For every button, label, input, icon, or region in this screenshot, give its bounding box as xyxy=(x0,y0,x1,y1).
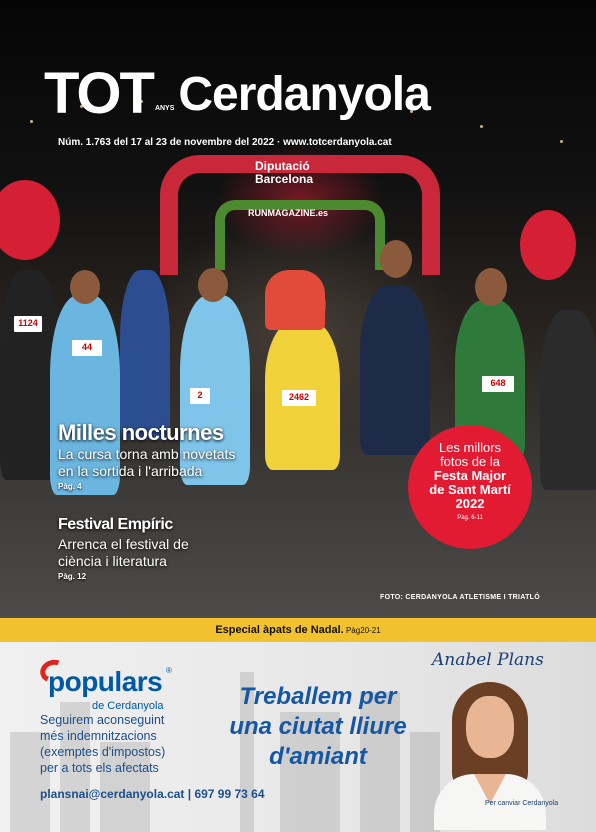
candidate-portrait xyxy=(434,682,546,830)
promo-page: Pàg. 6-11 xyxy=(457,515,483,521)
promo-line3: Festa Major xyxy=(433,468,507,483)
runner-head xyxy=(198,268,228,302)
runner xyxy=(360,285,430,455)
runner-head xyxy=(380,240,412,278)
candidate-caption: Per canviar Cerdanyola xyxy=(485,800,559,807)
special-bar-text: Especial àpats de Nadal. xyxy=(215,624,344,636)
light-bulb xyxy=(30,120,33,123)
runner xyxy=(120,270,170,440)
ad-body-line2: més indemnitzacions xyxy=(40,729,157,743)
ad-body xyxy=(40,712,210,776)
ad-slogan xyxy=(218,682,418,772)
ad-body-line3: (exemptes d'impostos) xyxy=(40,745,166,759)
promo-line1: Les millors xyxy=(438,440,502,455)
headline-subtitle-line2: ciència i literatura xyxy=(58,553,167,569)
headline-title: Festival Empíric xyxy=(58,516,173,533)
arch-magazine: RUNMAGAZINE.es xyxy=(248,208,329,218)
special-bar[interactable] xyxy=(0,618,596,642)
race-bib: 44 xyxy=(72,340,102,356)
ad-body-line4: per a tots els afectats xyxy=(40,761,159,775)
headline-subtitle-line1: Arrenca el festival de xyxy=(58,536,189,552)
race-bib: 2462 xyxy=(282,390,316,406)
light-bulb xyxy=(560,140,563,143)
arch-sponsor-line2: Barcelona xyxy=(255,172,314,186)
race-bib: 2 xyxy=(190,388,210,404)
ad-contact[interactable]: plansnai@cerdanyola.cat | 697 99 73 64 xyxy=(40,787,265,801)
arch-sponsor-line1: Diputació xyxy=(255,159,310,173)
runner-head xyxy=(70,270,100,304)
photo-credit: FOTO: CERDANYOLA ATLETISME I TRIATLÓ xyxy=(380,594,540,601)
headline-title: Milles nocturnes xyxy=(58,420,224,445)
ad-slogan-line3: d'amiant xyxy=(269,743,367,770)
light-bulb xyxy=(480,125,483,128)
pp-registered-mark: ® xyxy=(166,666,172,675)
headline-subtitle-line1: La cursa torna amb novetats xyxy=(58,446,236,462)
special-bar-page: Pàg20-21 xyxy=(343,626,381,635)
headline-page: Pàg. 4 xyxy=(58,482,82,491)
headline-page: Pàg. 12 xyxy=(58,572,87,581)
arch-sponsor xyxy=(255,160,365,196)
masthead-city: Cerdanyola xyxy=(178,68,430,121)
race-bib: 1124 xyxy=(14,316,42,332)
race-bib: 648 xyxy=(482,376,514,392)
headline-subtitle-line2: en la sortida i l'arribada xyxy=(58,463,203,479)
pp-brand: populars xyxy=(48,666,163,697)
candidate-face xyxy=(466,696,514,758)
masthead xyxy=(44,60,430,126)
runner xyxy=(265,270,325,330)
logo-anys: ANYS xyxy=(154,105,175,112)
headline-milles-nocturnes[interactable] xyxy=(58,420,235,491)
runner xyxy=(540,310,596,490)
promo-festa-major[interactable] xyxy=(408,425,532,549)
promo-line5: 2022 xyxy=(455,496,485,511)
issue-line: Núm. 1.763 del 17 al 23 de novembre del 2022 · www.totcerdanyola.cat xyxy=(58,137,392,148)
political-ad xyxy=(0,642,596,832)
ad-slogan-line1: Treballem per xyxy=(239,683,397,710)
candidate-signature: Anabel Plans xyxy=(432,650,544,670)
ad-body-line1: Seguirem aconseguint xyxy=(40,713,165,727)
ad-slogan-line2: una ciutat lliure xyxy=(229,713,407,740)
promo-line2: fotos de la xyxy=(440,454,500,469)
headline-festival-empiric[interactable] xyxy=(58,516,189,581)
pp-subtitle: de Cerdanyola xyxy=(92,700,164,712)
logo-tot: TOT xyxy=(44,61,153,126)
runner-head xyxy=(475,268,507,306)
promo-line4: de Sant Martí xyxy=(429,482,511,497)
